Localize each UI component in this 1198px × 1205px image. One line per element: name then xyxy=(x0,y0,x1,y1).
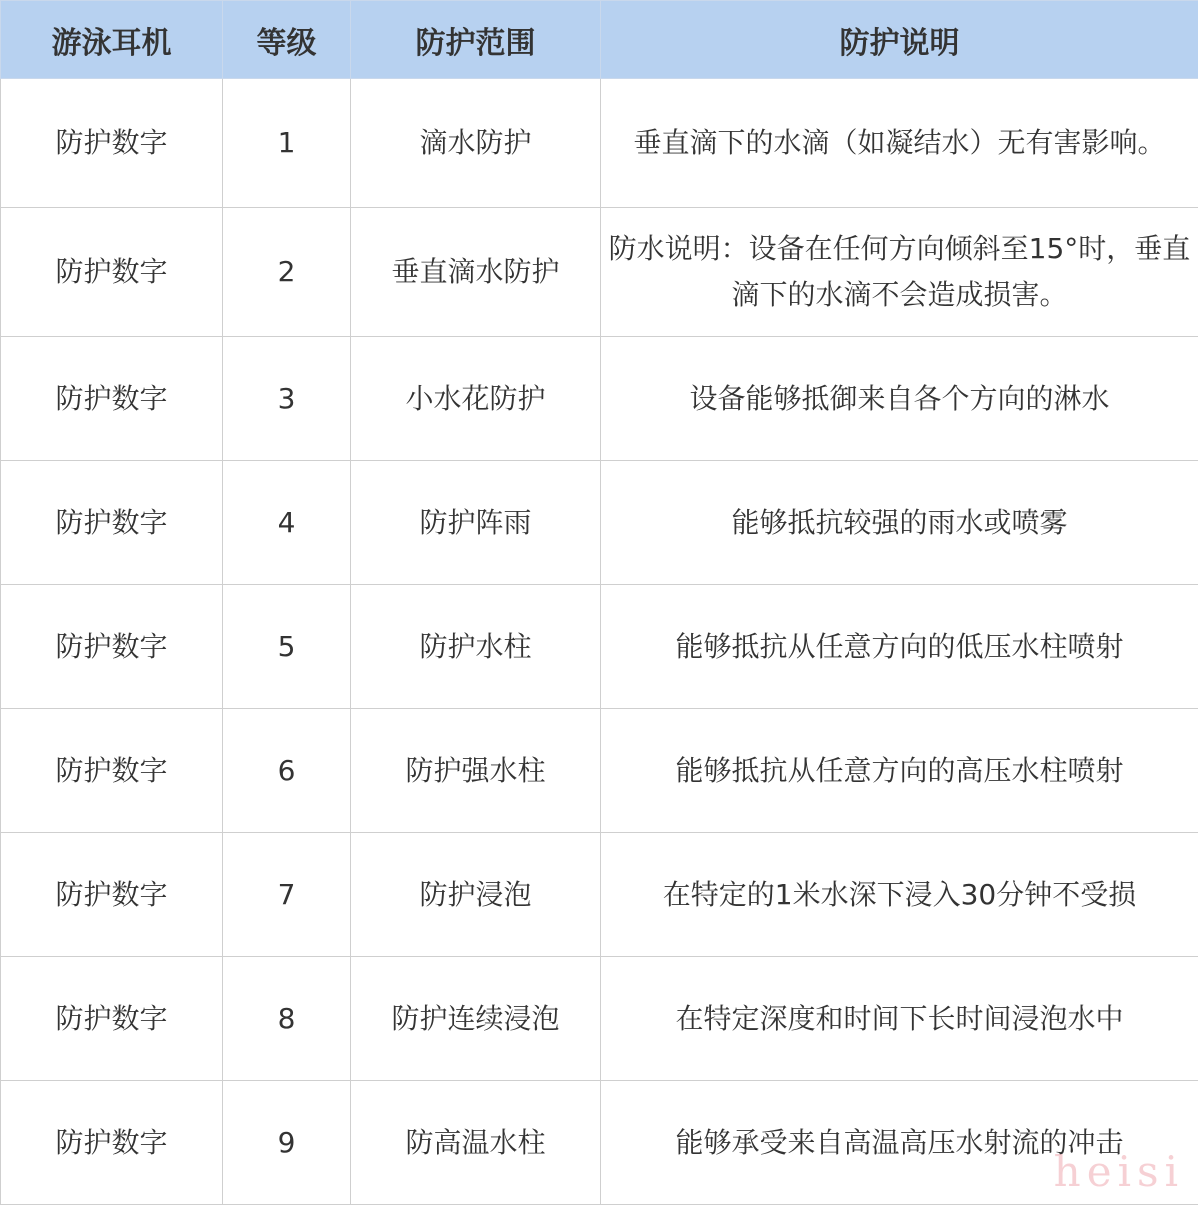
cell-protection-name: 防护数字 xyxy=(1,709,223,833)
cell-protection-description: 能够承受来自高温高压水射流的冲击 xyxy=(601,1081,1198,1205)
cell-protection-range: 防护阵雨 xyxy=(351,461,601,585)
cell-level: 7 xyxy=(223,833,351,957)
cell-protection-range: 防高温水柱 xyxy=(351,1081,601,1205)
cell-protection-description: 能够抵抗从任意方向的低压水柱喷射 xyxy=(601,585,1198,709)
cell-level: 9 xyxy=(223,1081,351,1205)
table-header-row xyxy=(1,1,1198,79)
cell-protection-range: 防护强水柱 xyxy=(351,709,601,833)
cell-protection-description: 能够抵抗较强的雨水或喷雾 xyxy=(601,461,1198,585)
cell-protection-range: 防护浸泡 xyxy=(351,833,601,957)
cell-protection-name: 防护数字 xyxy=(1,833,223,957)
cell-protection-name: 防护数字 xyxy=(1,337,223,461)
header-description: 防护说明 xyxy=(601,1,1198,79)
cell-protection-description: 在特定深度和时间下长时间浸泡水中 xyxy=(601,957,1198,1081)
cell-level: 1 xyxy=(223,79,351,208)
cell-protection-description: 垂直滴下的水滴（如凝结水）无有害影响。 xyxy=(601,79,1198,208)
table-row xyxy=(1,957,1198,1081)
table-row xyxy=(1,461,1198,585)
cell-protection-name: 防护数字 xyxy=(1,461,223,585)
cell-protection-name: 防护数字 xyxy=(1,79,223,208)
table-row xyxy=(1,79,1198,208)
cell-level: 3 xyxy=(223,337,351,461)
cell-protection-description: 在特定的1米水深下浸入30分钟不受损 xyxy=(601,833,1198,957)
cell-level: 8 xyxy=(223,957,351,1081)
cell-protection-name: 防护数字 xyxy=(1,208,223,337)
cell-protection-range: 防护水柱 xyxy=(351,585,601,709)
table-row xyxy=(1,1081,1198,1205)
cell-level: 6 xyxy=(223,709,351,833)
cell-protection-name: 防护数字 xyxy=(1,957,223,1081)
table-row xyxy=(1,585,1198,709)
cell-level: 4 xyxy=(223,461,351,585)
cell-protection-description: 能够抵抗从任意方向的高压水柱喷射 xyxy=(601,709,1198,833)
table-row xyxy=(1,833,1198,957)
cell-protection-description: 设备能够抵御来自各个方向的淋水 xyxy=(601,337,1198,461)
header-range: 防护范围 xyxy=(351,1,601,79)
table-row xyxy=(1,337,1198,461)
cell-level: 5 xyxy=(223,585,351,709)
cell-protection-range: 小水花防护 xyxy=(351,337,601,461)
header-level: 等级 xyxy=(223,1,351,79)
cell-protection-name: 防护数字 xyxy=(1,1081,223,1205)
header-earphone: 游泳耳机 xyxy=(1,1,223,79)
cell-protection-range: 垂直滴水防护 xyxy=(351,208,601,337)
table-row xyxy=(1,208,1198,337)
cell-protection-name: 防护数字 xyxy=(1,585,223,709)
cell-protection-range: 防护连续浸泡 xyxy=(351,957,601,1081)
table-row xyxy=(1,709,1198,833)
watermark: heisi xyxy=(1054,1147,1184,1196)
cell-protection-range: 滴水防护 xyxy=(351,79,601,208)
cell-level: 2 xyxy=(223,208,351,337)
cell-protection-description: 防水说明：设备在任何方向倾斜至15°时，垂直滴下的水滴不会造成损害。 xyxy=(601,208,1198,337)
